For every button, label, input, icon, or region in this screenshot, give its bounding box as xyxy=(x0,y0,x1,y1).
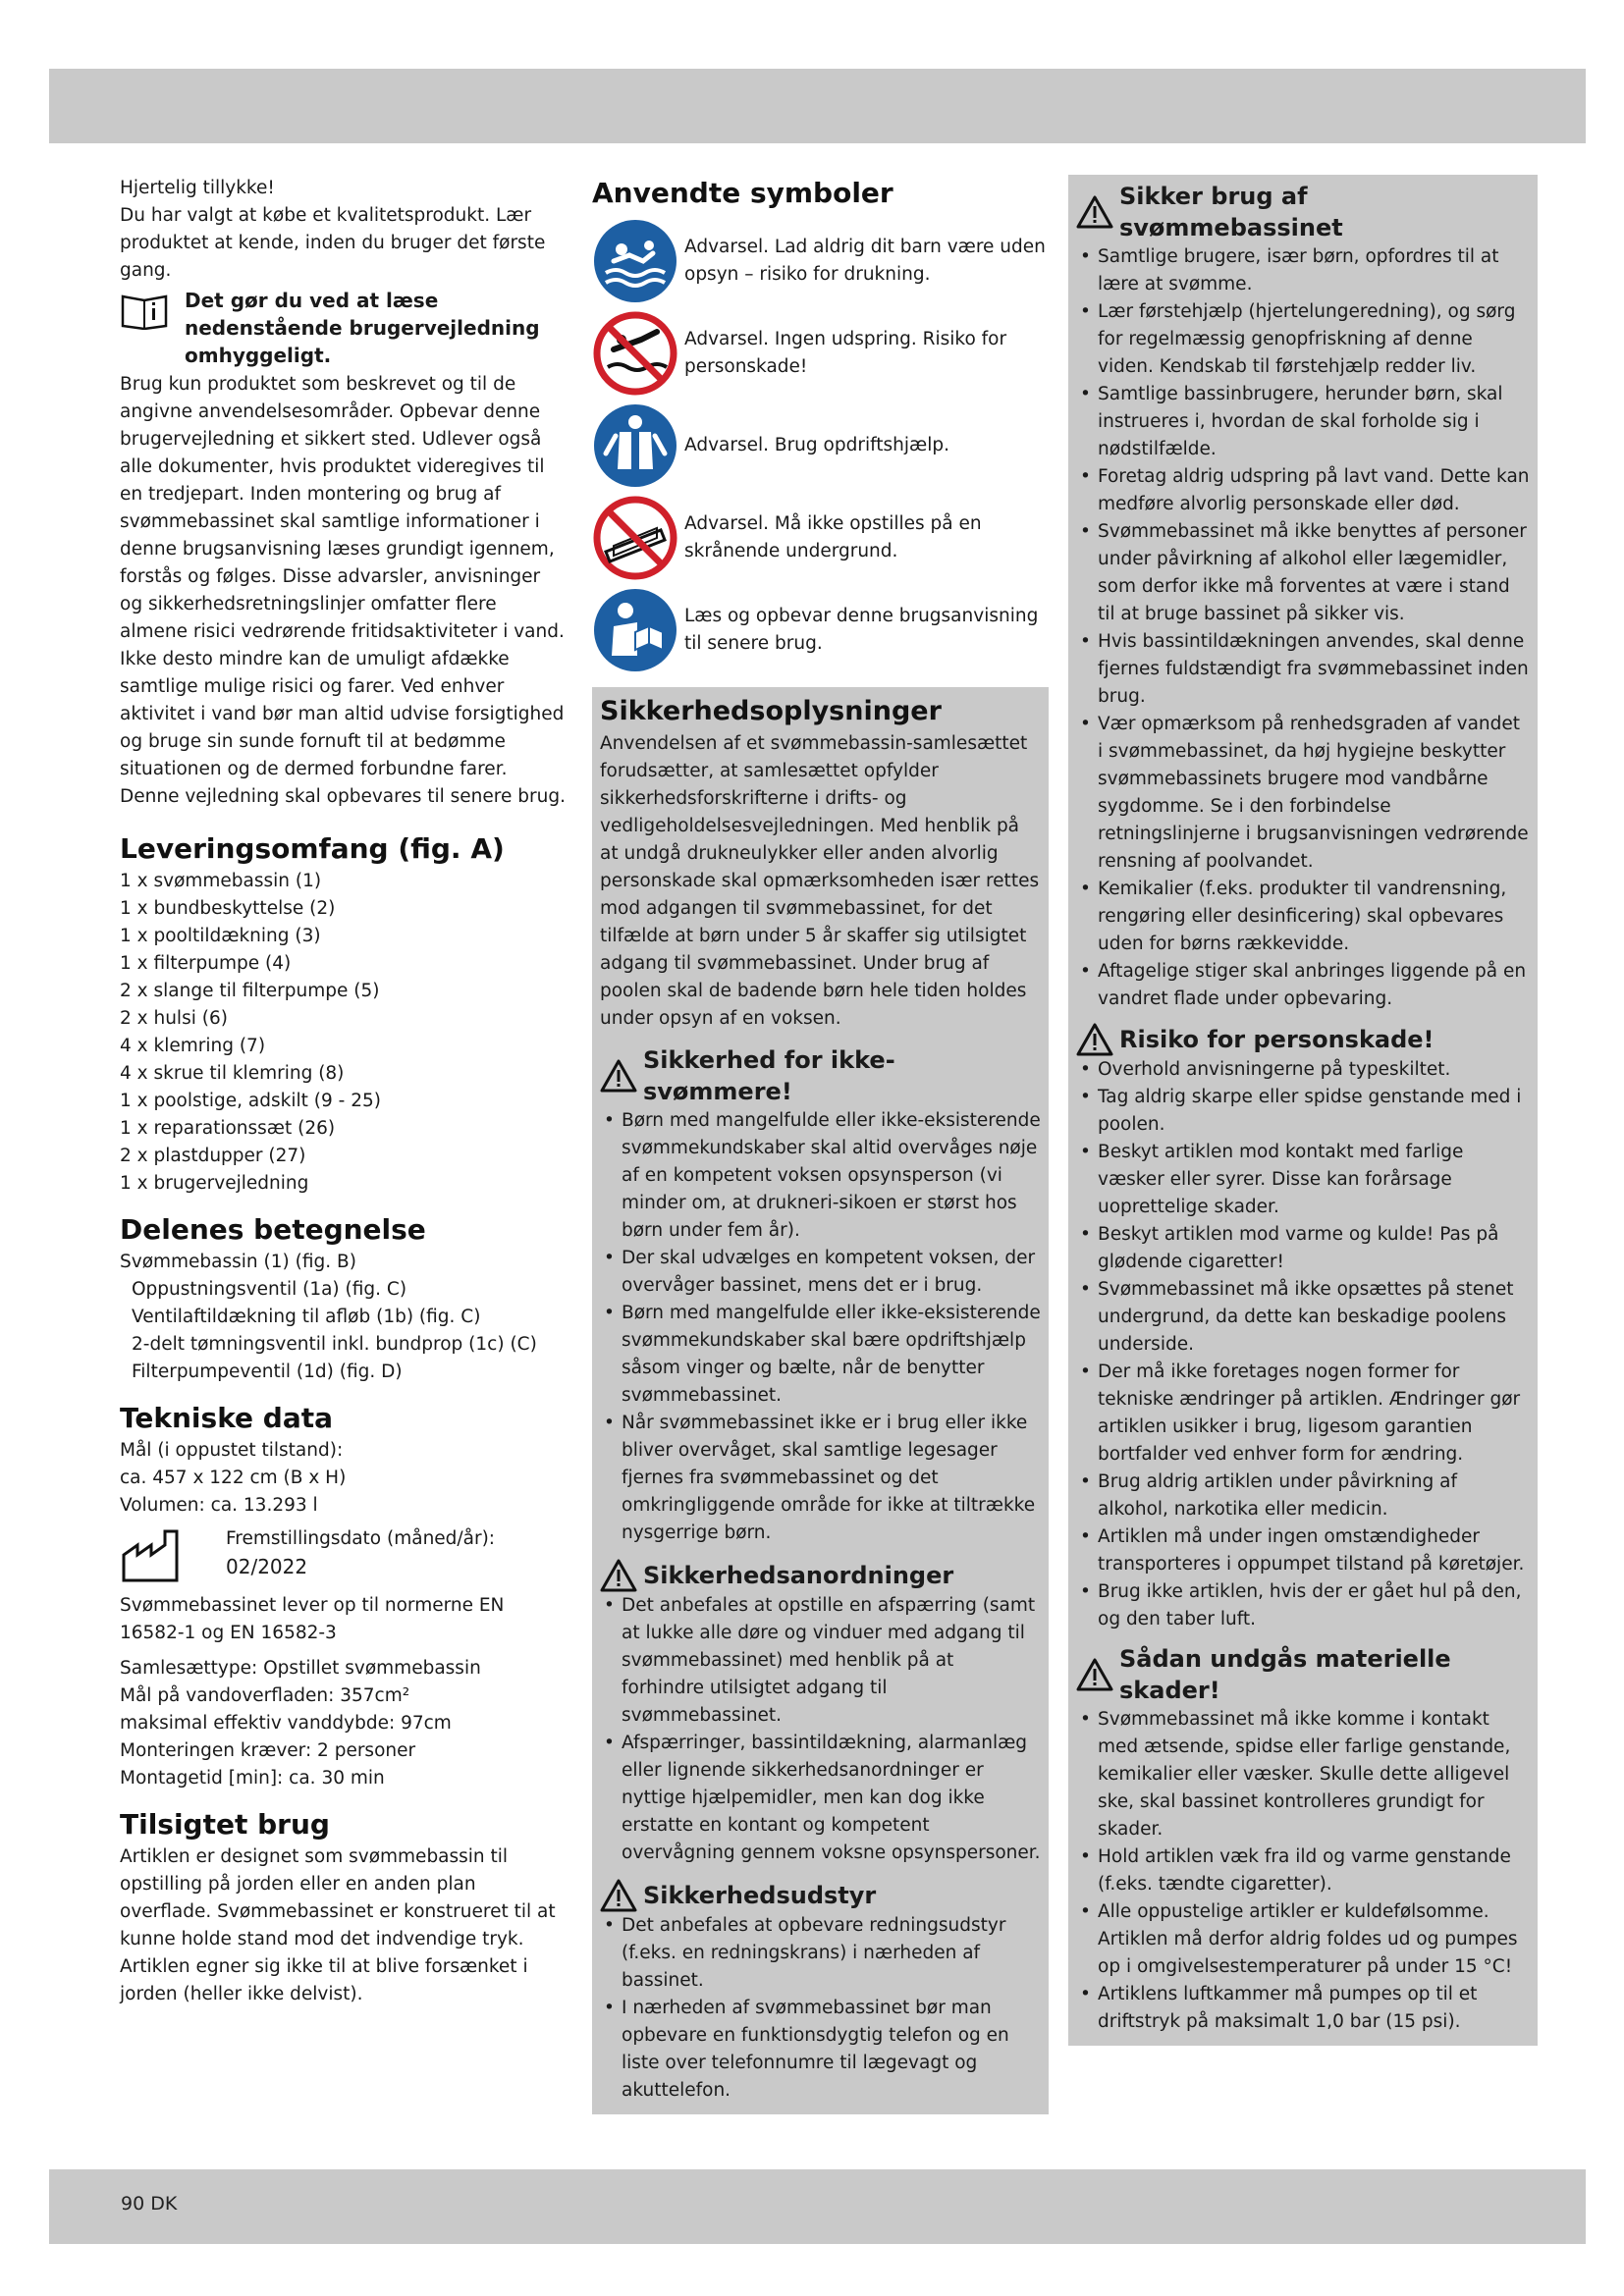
symbol-text: Advarsel. Må ikke opstilles på en skrånende undergrund. xyxy=(684,513,982,561)
symbol-row xyxy=(592,402,1049,489)
list-item: • Brug aldrig artiklen under påvirkning af alkohol, narkotika eller medicin. xyxy=(1076,1468,1530,1523)
injury-risk-list xyxy=(1076,1056,1530,1633)
safety-measures-list xyxy=(600,1592,1041,1867)
dimension-label: Mål (i oppustet tilstand): xyxy=(120,1440,344,1461)
list-item: Filterpumpeventil (1d) (fig. D) xyxy=(132,1362,403,1382)
open-book-info-icon xyxy=(120,291,169,330)
list-item: • Hold artiklen væk fra ild og varme genstande (f.eks. tændte cigaretter). xyxy=(1076,1843,1530,1898)
warning-icon xyxy=(1076,195,1113,229)
safety-equipment-list xyxy=(600,1912,1041,2105)
list-item: 4 x klemring (7) xyxy=(120,1036,266,1056)
list-item: • Artiklens luftkammer må pumpes op til et driftstryk på maksimalt 1,0 bar (15 psi). xyxy=(1076,1981,1530,2036)
warning-icon xyxy=(600,1559,637,1592)
material-damage-list xyxy=(1076,1706,1530,2036)
non-swimmers-title: Sikkerhed for ikke-svømmere! xyxy=(643,1046,895,1105)
greeting: Hjertelig tillykke! xyxy=(120,178,275,198)
mfg-label: Fremstillingsdato (måned/år): xyxy=(226,1528,496,1549)
list-item: • Brug ikke artiklen, hvis der er gået hul på den, og den taber luft. xyxy=(1076,1578,1530,1633)
list-item: • Børn med mangelfulde eller ikke-eksisterende svømmekundskaber skal bære opdriftshjælp såsom vinger og bælte, når de benytter svømmebassinet. xyxy=(600,1300,1041,1410)
material-damage-title: Sådan undgås materielle skader! xyxy=(1119,1645,1451,1704)
page-number: 90 DK xyxy=(121,2193,178,2215)
list-item: • I nærheden af svømmebassinet bør man opbevare en funktionsdygtig telefon og en liste over telefonnumre til lægevagt og akuttelefon. xyxy=(600,1995,1041,2105)
column-middle xyxy=(592,175,1049,2114)
safe-use-title: Sikker brug af svømmebassinet xyxy=(1119,183,1343,241)
safety-info-title: Sikkerhedsoplysninger xyxy=(600,696,942,726)
list-item: 1 x poolstige, adskilt (9 - 25) xyxy=(120,1091,381,1111)
list-item: • Kemikalier (f.eks. produkter til vandrensning, rengøring eller desinficering) skal opbevares uden for børns rækkevidde. xyxy=(1076,876,1530,958)
tech-title: Tekniske data xyxy=(120,1402,334,1434)
list-item: Samlesættype: Opstillet svømmebassin xyxy=(120,1658,481,1679)
delivery-list xyxy=(120,868,567,1198)
list-item: • Svømmebassinet må ikke komme i kontakt med ætsende, spidse eller farlige genstande, kemikalier eller væsker. Skulle dette alligevel ske, skal bassinet kontrolleres grundigt for skader. xyxy=(1076,1706,1530,1843)
list-item: Monteringen kræver: 2 personer xyxy=(120,1740,416,1761)
list-item: • Svømmebassinet må ikke opsættes på stenet undergrund, da dette kan beskadige poolens underside. xyxy=(1076,1276,1530,1359)
symbol-row xyxy=(592,310,1049,397)
no-diving-icon xyxy=(592,310,678,397)
footer-band xyxy=(49,2169,1586,2244)
warning-icon xyxy=(600,1879,637,1912)
list-item: 1 x bundbeskyttelse (2) xyxy=(120,898,336,919)
list-item: • Der skal udvælges en kompetent voksen, der overvåger bassinet, mens det er i brug. xyxy=(600,1245,1041,1300)
norms: Svømmebassinet lever op til normerne EN 16582-1 og EN 16582-3 xyxy=(120,1595,505,1643)
list-item: • Det anbefales at opstille en afspærring (samt at lukke alle døre og vinduer med adgang til svømmebassinet) med henblik på at forhindre utilsigtet adgang til svømmebassinet. xyxy=(600,1592,1041,1730)
list-item: 1 x reparationssæt (26) xyxy=(120,1118,336,1139)
manufacture-date xyxy=(120,1525,567,1584)
list-item: • Alle oppustelige artikler er kuldefølsomme. Artiklen må derfor aldrig foldes ud og pumpes op i omgivelsestemperaturer på under 15 °C! xyxy=(1076,1898,1530,1981)
intended-title: Tilsigtet brug xyxy=(120,1808,330,1841)
list-item: • Aftagelige stiger skal anbringes liggende på en vandret flade under opbevaring. xyxy=(1076,958,1530,1013)
list-item: Ventilaftildækning til afløb (1b) (fig. C) xyxy=(132,1307,481,1327)
warning-icon xyxy=(1076,1658,1113,1691)
list-item: • Afspærringer, bassintildækning, alarmanlæg eller lignende sikkerhedsanordninger er nyttige hjælpemidler, men kan dog ikke erstatte en kontant og kompetent overvågning gennem voksne opsynspersoner. xyxy=(600,1730,1041,1867)
list-item: 2 x hulsi (6) xyxy=(120,1008,228,1029)
no-unsupervised-children-icon xyxy=(592,218,678,304)
safety-equipment-heading xyxy=(600,1879,1041,1912)
intended-text: Artiklen er designet som svømmebassin til opstilling på jorden eller en anden plan overflade. Svømmebassinet er konstrueret til at kunne holde stand mod det indvendige tryk. Artiklen egner sig ikke til at blive forsænket i jorden (heller ikke delvist). xyxy=(120,1846,556,2004)
list-item: • Når svømmebassinet ikke er i brug eller ikke bliver overvåget, skal samtlige legesager fjernes fra svømmebassinet og det omkringliggende område for ikke at tiltrække nysgerrige børn. xyxy=(600,1410,1041,1547)
header-band xyxy=(49,69,1586,143)
column-left xyxy=(120,175,567,2008)
no-sloped-ground-icon xyxy=(592,495,678,581)
list-item: • Artiklen må under ingen omstændigheder transporteres i oppumpet tilstand på køretøjer. xyxy=(1076,1523,1530,1578)
list-item: 1 x brugervejledning xyxy=(120,1173,309,1194)
list-item: Mål på vandoverfladen: 357cm² xyxy=(120,1685,410,1706)
symbol-text: Advarsel. Lad aldrig dit barn være uden opsyn – risiko for drukning. xyxy=(684,237,1046,285)
non-swimmers-heading xyxy=(600,1044,1041,1107)
symbol-text: Læs og opbevar denne brugsanvisning til senere brug. xyxy=(684,606,1039,654)
list-item: • Beskyt artiklen mod varme og kulde! Pas på glødende cigaretter! xyxy=(1076,1221,1530,1276)
safety-measures-heading xyxy=(600,1559,1041,1592)
non-swimmers-list xyxy=(600,1107,1041,1547)
list-item: 4 x skrue til klemring (8) xyxy=(120,1063,345,1084)
intro-text-2: Brug kun produktet som beskrevet og til de angivne anvendelsesområder. Opbevar denne brugervejledning et sikkert sted. Udlever også alle dokumenter, hvis produktet videregives til en tredjepart. Inden montering og brug af svømmebassinet skal samtlige informationer i denne brugsanvisning læses grundigt igennem, forstås og følges. Disse advarsler, anvisninger og sikkerhedsretningslinjer omfatter flere almene risici vedrørende fritidsaktiviteter i vand. Ikke desto mindre kan de umuligt afdække samtlige mulige risici og farer. Ved enhver aktivitet i vand bør man altid udvise forsigtighed og bruge sin sunde fornuft til at bedømme situationen og de dermed forbundne farer. Denne vejledning skal opbevares til senere brug. xyxy=(120,374,566,807)
read-manual-note xyxy=(120,287,567,369)
intro-text: Du har valgt at købe et kvalitetsprodukt. Lær produktet at kende, inden du bruger det første gang. xyxy=(120,205,546,281)
list-item: maksimal effektiv vanddybde: 97cm xyxy=(120,1713,452,1734)
list-item: 2 x slange til filterpumpe (5) xyxy=(120,981,380,1001)
safety-info-text: Anvendelsen af et svømmebassin-samlesættet forudsætter, at samlesættet opfylder sikkerhedsforskrifterne i drifts- og vedligeholdelsesvejledningen. Med henblik på at undgå drukneulykker eller anden alvorlig personskade skal opmærksomheden især rettes mod adgangen til svømmebassinet, for det tilfælde at børn under 5 år skaffer sig utilsigtet adgang til svømmebassinet. Under brug af poolen skal de badende børn hele tiden holdes under opsyn af en voksen. xyxy=(600,733,1040,1029)
list-item: Montagetid [min]: ca. 30 min xyxy=(120,1768,385,1789)
list-item: 1 x pooltildækning (3) xyxy=(120,926,321,946)
list-item: Oppustningsventil (1a) (fig. C) xyxy=(132,1279,407,1300)
list-item: 2 x plastdupper (27) xyxy=(120,1146,306,1166)
volume: Volumen: ca. 13.293 l xyxy=(120,1495,318,1516)
material-damage-heading xyxy=(1076,1643,1530,1706)
list-item: • Der må ikke foretages nogen former for tekniske ændringer på artiklen. Ændringer gør artiklen usikker i brug, ligesom garantien bortfalder ved enhver form for ændring. xyxy=(1076,1359,1530,1468)
list-item: 1 x svømmebassin (1) xyxy=(120,871,322,891)
safety-measures-title: Sikkerhedsanordninger xyxy=(643,1562,954,1589)
factory-icon xyxy=(120,1525,187,1584)
list-item: • Tag aldrig skarpe eller spidse genstande med i poolen. xyxy=(1076,1084,1530,1139)
safe-use-heading xyxy=(1076,181,1530,243)
safe-use-list xyxy=(1076,243,1530,1013)
safety-info-box xyxy=(592,687,1049,2114)
warning-icon xyxy=(600,1059,637,1093)
list-item: • Lær førstehjælp (hjertelungeredning), og sørg for regelmæssig genopfriskning af denne viden. Kendskab til førstehjælp redder liv. xyxy=(1076,298,1530,381)
list-item: • Hvis bassintildækningen anvendes, skal denne fjernes fuldstændigt fra svømmebassinet inden brug. xyxy=(1076,628,1530,711)
life-jacket-icon xyxy=(592,402,678,489)
injury-risk-title: Risiko for personskade! xyxy=(1119,1026,1435,1053)
list-item: • Det anbefales at opbevare redningsudstyr (f.eks. en redningskrans) i nærheden af bassinet. xyxy=(600,1912,1041,1995)
list-item: • Samtlige brugere, især børn, opfordres til at lære at svømme. xyxy=(1076,243,1530,298)
safety-equipment-title: Sikkerhedsudstyr xyxy=(643,1882,877,1909)
list-item: • Overhold anvisningerne på typeskiltet. xyxy=(1076,1056,1530,1084)
delivery-title: Leveringsomfang (fig. A) xyxy=(120,832,505,865)
symbol-row xyxy=(592,218,1049,304)
list-item: • Foretag aldrig udspring på lavt vand. Dette kan medføre alvorlig personskade eller død. xyxy=(1076,463,1530,518)
injury-risk-heading xyxy=(1076,1023,1530,1056)
list-item: 1 x filterpumpe (4) xyxy=(120,953,292,974)
list-item: • Børn med mangelfulde eller ikke-eksisterende svømmekundskaber skal altid overvåges nøje af en kompetent voksen opsynsperson (vi minder om, at drukneri-sikoen er størst hos børn under fem år). xyxy=(600,1107,1041,1245)
list-item: • Svømmebassinet må ikke benyttes af personer under påvirkning af alkohol eller lægemidler, som derfor ikke må forventes at være i stand til at bruge bassinet på sikker vis. xyxy=(1076,518,1530,628)
parts-title: Delenes betegnelse xyxy=(120,1213,426,1246)
symbol-row xyxy=(592,495,1049,581)
parts-list xyxy=(120,1249,567,1386)
list-item: 2-delt tømningsventil inkl. bundprop (1c) (C) xyxy=(132,1334,537,1355)
list-item: • Vær opmærksom på renhedsgraden af vandet i svømmebassinet, da høj hygiejne beskytter svømmebassinets brugere mod vandbårne sygdomme. Se i den forbindelse retningslinjerne i brugsanvisningen vedrørende rensning af poolvandet. xyxy=(1076,711,1530,876)
list-item: • Samtlige bassinbrugere, herunder børn, skal instrueres i, hvordan de skal forholde sig i nødstilfælde. xyxy=(1076,381,1530,463)
dimension-value: ca. 457 x 122 cm (B x H) xyxy=(120,1468,347,1488)
symbol-text: Advarsel. Ingen udspring. Risiko for personskade! xyxy=(684,329,1007,377)
read-manual-icon xyxy=(592,587,678,673)
specs-list xyxy=(120,1655,567,1792)
list-item: • Beskyt artiklen mod kontakt med farlige væsker eller syrer. Disse kan forårsage uoprettelige skader. xyxy=(1076,1139,1530,1221)
symbol-row xyxy=(592,587,1049,673)
symbols-title: Anvendte symboler xyxy=(592,177,893,209)
mfg-value: 02/2022 xyxy=(226,1555,308,1578)
warning-icon xyxy=(1076,1023,1113,1056)
list-item: Svømmebassin (1) (fig. B) xyxy=(120,1252,356,1272)
column-right xyxy=(1068,175,1538,2046)
note-text: Det gør du ved at læse nedenstående brugervejledning omhyggeligt. xyxy=(185,289,540,367)
symbol-text: Advarsel. Brug opdriftshjælp. xyxy=(684,435,949,455)
